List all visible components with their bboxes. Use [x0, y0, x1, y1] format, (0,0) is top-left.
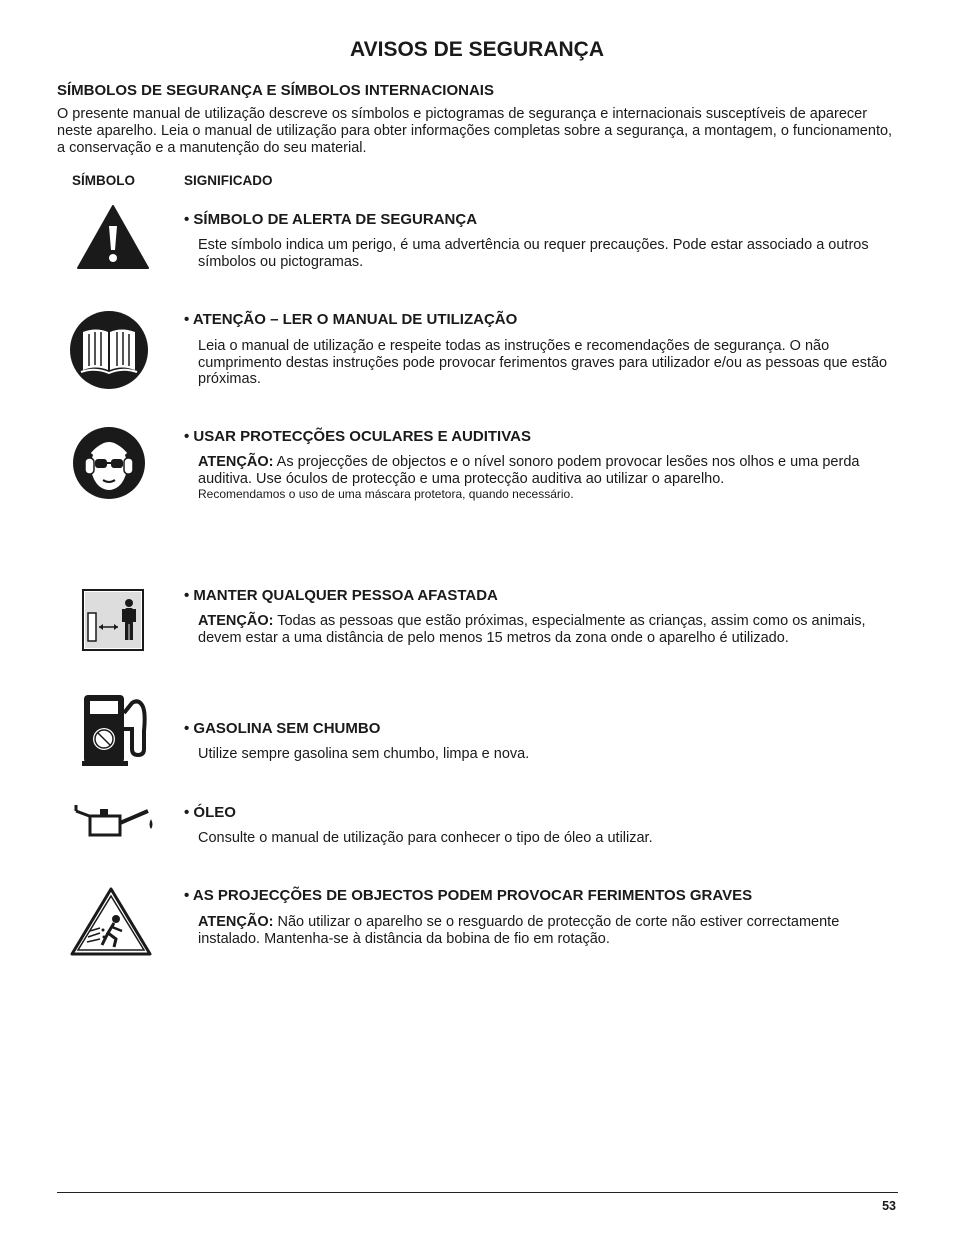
- entry-title: • AS PROJECÇÕES DE OBJECTOS PODEM PROVOCAR FERIMENTOS GRAVES: [184, 887, 753, 904]
- entry-title: • MANTER QUALQUER PESSOA AFASTADA: [184, 587, 498, 604]
- warning-prefix: ATENÇÃO:: [198, 914, 274, 930]
- eye-ear-protection-icon: [72, 426, 146, 500]
- footer-divider: [57, 1192, 898, 1193]
- entry-title: • ÓLEO: [184, 804, 236, 821]
- warning-text: Todas as pessoas que estão próximas, especialmente as crianças, assim como os animais, devem estar a uma distância de pelo menos 15 metros da zona onde o aparelho é utilizado.: [198, 613, 866, 646]
- entry-description: Leia o manual de utilização e respeite todas as instruções e recomendações de segurança. O não cumprimento destas instruções pode provocar ferimentos graves para utilizador e/ou as pessoas que estão próximas.: [198, 338, 888, 387]
- entry-description: [198, 454, 898, 502]
- entry-title: • USAR PROTECÇÕES OCULARES E AUDITIVAS: [184, 428, 531, 445]
- warning-prefix: ATENÇÃO:: [198, 454, 274, 470]
- warning-prefix: ATENÇÃO:: [198, 613, 274, 629]
- page-title: AVISOS DE SEGURANÇA: [350, 38, 604, 61]
- entry-description: Utilize sempre gasolina sem chumbo, limpa e nova.: [198, 746, 530, 762]
- oil-can-icon: [74, 803, 156, 839]
- read-manual-book-icon: [69, 310, 149, 390]
- entry-title: • SÍMBOLO DE ALERTA DE SEGURANÇA: [184, 211, 478, 228]
- entry-note: Recomendamos o uso de uma máscara protetora, quando necessário.: [198, 487, 574, 501]
- warning-text: Não utilizar o aparelho se o resguardo de protecção de corte não estiver correctamente instalado. Mantenha-se à distância da bobina de fio em rotação.: [198, 914, 840, 947]
- entry-title: • GASOLINA SEM CHUMBO: [184, 720, 381, 737]
- thrown-objects-warning-icon: [70, 887, 152, 957]
- unleaded-fuel-pump-icon: [82, 691, 152, 767]
- column-header-symbol: SÍMBOLO: [72, 173, 135, 188]
- entry-description: [198, 613, 898, 646]
- entry-description: Consulte o manual de utilização para conhecer o tipo de óleo a utilizar.: [198, 830, 653, 846]
- section-subtitle: SÍMBOLOS DE SEGURANÇA E SÍMBOLOS INTERNACIONAIS: [57, 82, 494, 99]
- safety-alert-triangle-icon: [76, 204, 150, 270]
- entry-description: Este símbolo indica um perigo, é uma advertência ou requer precauções. Pode estar associado a outros símbolos ou pictogramas.: [198, 237, 869, 270]
- intro-paragraph: O presente manual de utilização descreve os símbolos e pictogramas de segurança e internacionais susceptíveis de aparecer neste aparelho. Leia o manual de utilização para obter informações completas sobre a segurança, a montagem, o funcionamento, a conservação e a manutenção do seu material.: [57, 106, 893, 156]
- warning-text: As projecções de objectos e o nível sonoro podem provocar lesões nos olhos e uma perda auditiva. Use óculos de protecção e uma protecção auditiva ao utilizar o aparelho.: [198, 454, 860, 487]
- column-header-meaning: SIGNIFICADO: [184, 173, 273, 188]
- entry-description: [198, 914, 898, 947]
- keep-bystanders-away-icon: [82, 589, 144, 651]
- entry-title: • ATENÇÃO – LER O MANUAL DE UTILIZAÇÃO: [184, 311, 518, 328]
- page-number: 53: [882, 1199, 896, 1213]
